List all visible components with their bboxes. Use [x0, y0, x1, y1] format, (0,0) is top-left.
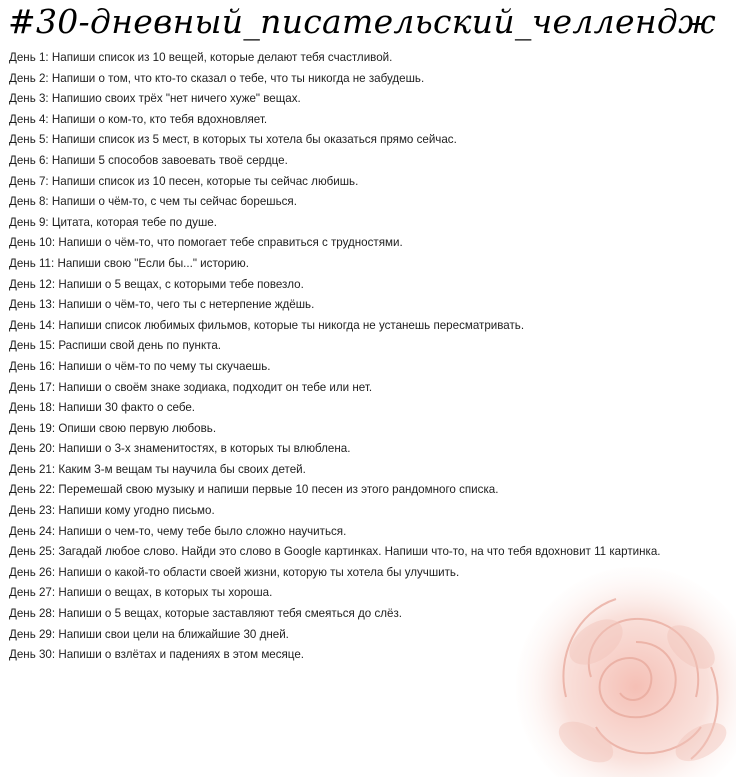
day-task: Напиши о ком-то, кто тебя вдохновляет.	[51, 112, 268, 126]
day-label: День 29:	[9, 627, 56, 641]
list-item	[9, 233, 732, 254]
day-task: Напиши о чём-то по чему ты скучаешь.	[58, 359, 271, 373]
day-task: Напиши о чём-то, что помогает тебе справиться с трудностями.	[58, 236, 403, 250]
day-task: Напиши о 5 вещах, которые заставляют тебя смеяться до слёз.	[58, 607, 403, 621]
day-task: Каким 3-м вещам ты научила бы своих детей.	[58, 462, 306, 476]
day-label: День 22:	[9, 483, 56, 497]
day-task: Напиши кому угодно письмо.	[58, 504, 215, 518]
day-label: День 15:	[9, 339, 56, 353]
day-label: День 24:	[9, 524, 56, 538]
day-task: Напиши о 3-х знаменитостях, в которых ты влюблена.	[58, 442, 351, 456]
day-label: День 11:	[9, 256, 55, 270]
day-task: Напиши свои цели на ближайшие 30 дней.	[58, 627, 289, 641]
list-item	[9, 130, 732, 151]
list-item	[9, 192, 732, 213]
day-task: Напиши свою "Если бы..." историю.	[57, 256, 249, 270]
day-label: День 19:	[9, 421, 56, 435]
day-label: День 23:	[9, 504, 56, 518]
day-label: День 8:	[9, 195, 49, 209]
day-task: Напиши о том, что кто-то сказал о тебе, что ты никогда не забудешь.	[51, 71, 425, 85]
day-task: Опиши свою первую любовь.	[58, 421, 217, 435]
day-label: День 21:	[9, 462, 56, 476]
list-item	[9, 357, 732, 378]
day-label: День 12:	[9, 277, 56, 291]
day-task: Напиши о 5 вещах, с которыми тебе повезло.	[58, 277, 304, 291]
day-task: Напиши о взлётах и падениях в этом месяце.	[58, 648, 304, 662]
day-task: Загадай любое слово. Найди это слово в Google картинках. Напиши что-то, на что тебя вдохновит 11 картинка.	[58, 545, 661, 559]
list-item	[9, 110, 732, 131]
day-label: День 28:	[9, 607, 56, 621]
list-item	[9, 563, 732, 584]
day-label: День 18:	[9, 401, 56, 415]
day-label: День 10:	[9, 236, 56, 250]
list-item	[9, 460, 732, 481]
day-label: День 3:	[9, 92, 49, 106]
list-item	[9, 48, 732, 69]
list-item	[9, 316, 732, 337]
day-task: Напиши о чём-то, чего ты с нетерпение ждёшь.	[58, 298, 315, 312]
list-item	[9, 542, 732, 563]
page-title: #30-дневный_писательский_челлендж	[8, 2, 716, 41]
challenge-list	[9, 48, 732, 666]
day-task: Напиши список из 10 вещей, которые делают тебя счастливой.	[51, 51, 393, 64]
list-item	[9, 213, 732, 234]
day-label: День 9:	[9, 215, 49, 229]
list-item	[9, 172, 732, 193]
list-item	[9, 625, 732, 646]
list-item	[9, 89, 732, 110]
day-label: День 2:	[9, 71, 49, 85]
day-task: Напиши список из 5 мест, в которых ты хотела бы оказаться прямо сейчас.	[51, 133, 457, 147]
day-label: День 27:	[9, 586, 56, 600]
list-item	[9, 439, 732, 460]
day-label: День 26:	[9, 565, 56, 579]
list-item	[9, 398, 732, 419]
list-item	[9, 501, 732, 522]
day-task: Напиши 5 способов завоевать твоё сердце.	[51, 153, 288, 167]
day-label: День 25:	[9, 545, 56, 559]
list-item	[9, 522, 732, 543]
list-item	[9, 378, 732, 399]
day-label: День 6:	[9, 153, 49, 167]
day-task: Напиши о чём-то, с чем ты сейчас борешься.	[51, 195, 297, 209]
list-item	[9, 336, 732, 357]
day-label: День 1:	[9, 51, 49, 64]
day-task: Напишио своих трёх "нет ничего хуже" вещах.	[51, 92, 301, 106]
list-item	[9, 645, 732, 666]
day-label: День 4:	[9, 112, 49, 126]
day-label: День 30:	[9, 648, 56, 662]
list-item	[9, 419, 732, 440]
day-label: День 14:	[9, 318, 56, 332]
day-label: День 13:	[9, 298, 56, 312]
list-item	[9, 480, 732, 501]
day-label: День 5:	[9, 133, 49, 147]
list-item	[9, 151, 732, 172]
day-label: День 20:	[9, 442, 56, 456]
day-label: День 7:	[9, 174, 49, 188]
day-task: Напиши 30 факто о себе.	[58, 401, 196, 415]
day-task: Напиши о чем-то, чему тебе было сложно научиться.	[58, 524, 347, 538]
day-task: Напиши список из 10 песен, которые ты сейчас любишь.	[51, 174, 359, 188]
day-label: День 16:	[9, 359, 56, 373]
day-task: Напиши о какой-то области своей жизни, которую ты хотела бы улучшить.	[58, 565, 460, 579]
day-task: Распиши свой день по пункта.	[58, 339, 221, 353]
day-task: Напиши о своём знаке зодиака, подходит он тебе или нет.	[58, 380, 373, 394]
list-item	[9, 254, 732, 275]
list-item	[9, 604, 732, 625]
day-label: День 17:	[9, 380, 56, 394]
day-task: Напиши о вещах, в которых ты хороша.	[58, 586, 273, 600]
day-task: Напиши список любимых фильмов, которые ты никогда не устанешь пересматривать.	[58, 318, 525, 332]
day-task: Перемешай свою музыку и напиши первые 10 песен из этого рандомного списка.	[58, 483, 499, 497]
day-task: Цитата, которая тебе по душе.	[51, 215, 217, 229]
list-item	[9, 583, 732, 604]
list-item	[9, 295, 732, 316]
list-item	[9, 275, 732, 296]
list-item	[9, 69, 732, 90]
